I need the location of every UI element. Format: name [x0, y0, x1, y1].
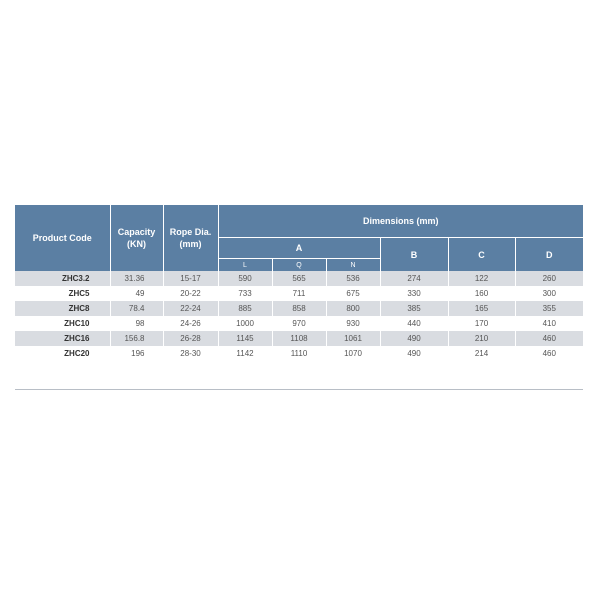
cell-rope-dia: 26-28 — [163, 331, 218, 346]
cell-capacity: 31.36 — [110, 271, 163, 286]
header-product-code: Product Code — [15, 205, 110, 271]
cell-capacity: 78.4 — [110, 301, 163, 316]
cell-n: 800 — [326, 301, 380, 316]
cell-q: 1110 — [272, 346, 326, 361]
header-b: B — [380, 238, 448, 272]
cell-capacity: 49 — [110, 286, 163, 301]
cell-product-code: ZHC5 — [15, 286, 110, 301]
table-row — [15, 346, 583, 361]
cell-d: 355 — [515, 301, 583, 316]
cell-d: 410 — [515, 316, 583, 331]
cell-c: 170 — [448, 316, 515, 331]
cell-b: 490 — [380, 331, 448, 346]
cell-product-code: ZHC8 — [15, 301, 110, 316]
cell-d: 460 — [515, 331, 583, 346]
table-row — [15, 286, 583, 301]
header-capacity-label: Capacity — [117, 227, 156, 237]
cell-q: 711 — [272, 286, 326, 301]
header-c: C — [448, 238, 515, 272]
cell-l: 885 — [218, 301, 272, 316]
cell-capacity: 156.8 — [110, 331, 163, 346]
cell-rope-dia: 28-30 — [163, 346, 218, 361]
cell-d: 260 — [515, 271, 583, 286]
cell-product-code: ZHC20 — [15, 346, 110, 361]
cell-rope-dia: 15-17 — [163, 271, 218, 286]
cell-q: 565 — [272, 271, 326, 286]
cell-n: 675 — [326, 286, 380, 301]
header-rope-dia — [163, 205, 218, 271]
cell-b: 274 — [380, 271, 448, 286]
cell-product-code: ZHC3.2 — [15, 271, 110, 286]
header-n: N — [326, 259, 380, 272]
cell-product-code: ZHC16 — [15, 331, 110, 346]
cell-q: 1108 — [272, 331, 326, 346]
cell-q: 970 — [272, 316, 326, 331]
table-row — [15, 316, 583, 331]
header-rope-dia-label: Rope Dia. — [169, 227, 212, 237]
cell-c: 210 — [448, 331, 515, 346]
cell-q: 858 — [272, 301, 326, 316]
cell-l: 590 — [218, 271, 272, 286]
cell-n: 1061 — [326, 331, 380, 346]
cell-n: 1070 — [326, 346, 380, 361]
table-header — [15, 205, 583, 271]
spec-table — [15, 205, 583, 361]
cell-b: 490 — [380, 346, 448, 361]
cell-l: 733 — [218, 286, 272, 301]
cell-d: 300 — [515, 286, 583, 301]
header-l: L — [218, 259, 272, 272]
cell-c: 160 — [448, 286, 515, 301]
header-d: D — [515, 238, 583, 272]
cell-capacity: 98 — [110, 316, 163, 331]
header-a: A — [218, 238, 380, 259]
cell-rope-dia: 22-24 — [163, 301, 218, 316]
cell-capacity: 196 — [110, 346, 163, 361]
cell-rope-dia: 24-26 — [163, 316, 218, 331]
table-body — [15, 271, 583, 361]
table-row — [15, 271, 583, 286]
bottom-divider — [15, 389, 583, 390]
cell-l: 1142 — [218, 346, 272, 361]
cell-b: 330 — [380, 286, 448, 301]
cell-l: 1000 — [218, 316, 272, 331]
cell-d: 460 — [515, 346, 583, 361]
cell-n: 536 — [326, 271, 380, 286]
cell-b: 385 — [380, 301, 448, 316]
cell-n: 930 — [326, 316, 380, 331]
cell-c: 122 — [448, 271, 515, 286]
header-dimensions: Dimensions (mm) — [218, 205, 583, 238]
cell-product-code: ZHC10 — [15, 316, 110, 331]
header-capacity — [110, 205, 163, 271]
cell-rope-dia: 20-22 — [163, 286, 218, 301]
cell-l: 1145 — [218, 331, 272, 346]
table-row — [15, 301, 583, 316]
header-rope-dia-unit: (mm) — [179, 239, 202, 249]
table-row — [15, 331, 583, 346]
cell-c: 165 — [448, 301, 515, 316]
header-q: Q — [272, 259, 326, 272]
header-capacity-unit: (KN) — [127, 239, 146, 249]
cell-b: 440 — [380, 316, 448, 331]
cell-c: 214 — [448, 346, 515, 361]
